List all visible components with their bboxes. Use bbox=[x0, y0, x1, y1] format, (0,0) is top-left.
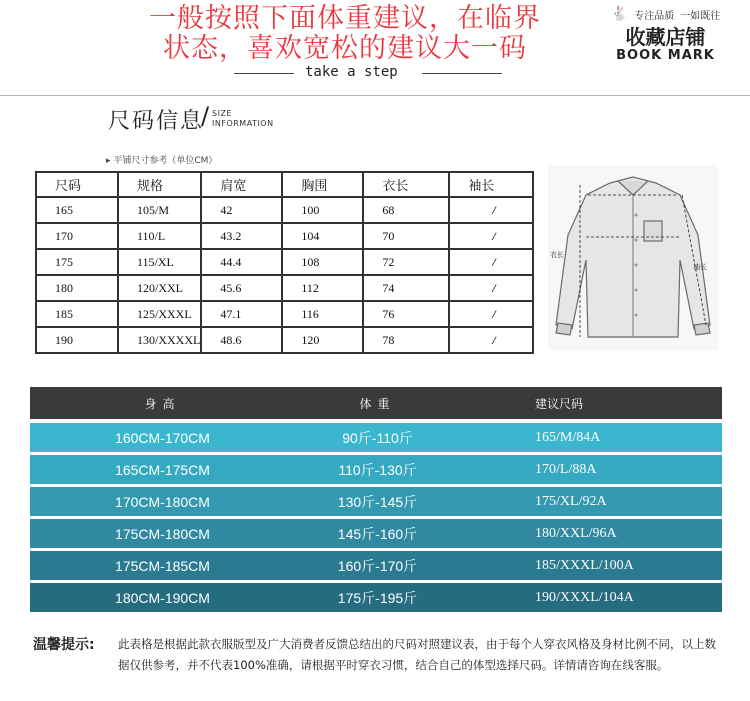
headline-line-2: 状态，喜欢宽松的建议大一码 bbox=[163, 33, 527, 64]
table-cell: 190 bbox=[36, 327, 118, 353]
tips-text: 此表格是根据此款衣服版型及广大消费者反馈总结出的尺码对照建议表，由于每个人穿衣风格及身材比例不同，以上数据仅供参考，并不代表100%准确，请根据平时穿衣习惯，结合自己的体型选择尺码。详情请咨询在线客服。 bbox=[118, 637, 716, 672]
row-weight: 110斤-130斤 bbox=[338, 461, 417, 478]
size-table-header bbox=[36, 172, 533, 197]
table-cell: 165 bbox=[36, 197, 118, 223]
size-info-en-line1: SIZE bbox=[212, 109, 232, 118]
table-row bbox=[36, 327, 533, 353]
row-size: 165/M/84A bbox=[535, 429, 601, 445]
size-info-en-line2: INFORMATION bbox=[212, 119, 274, 128]
table-cell: 130/XXXXL bbox=[118, 327, 201, 353]
table-cell: / bbox=[449, 275, 533, 301]
row-weight: 160斤-170斤 bbox=[337, 557, 418, 574]
table-cell: 120 bbox=[282, 327, 363, 353]
row-size: 170/L/88A bbox=[535, 461, 597, 477]
tips-label: 温馨提示: bbox=[33, 637, 95, 653]
recommendation-row bbox=[30, 583, 722, 612]
brand-block[interactable] bbox=[603, 6, 728, 63]
brand-slogan-left: 专注品质 bbox=[634, 10, 675, 22]
step-divider bbox=[0, 62, 600, 84]
table-row bbox=[36, 197, 533, 223]
table-cell: 104 bbox=[282, 223, 363, 249]
divider-line-left bbox=[234, 73, 294, 74]
size-recommendation-table bbox=[30, 387, 722, 615]
row-height: 180CM-190CM bbox=[115, 589, 210, 606]
table-cell: 76 bbox=[363, 301, 449, 327]
recommendation-row bbox=[30, 487, 722, 516]
size-table bbox=[35, 171, 534, 354]
table-cell: 125/XXXL bbox=[118, 301, 201, 327]
label-length: 衣长 bbox=[550, 251, 564, 259]
table-cell: 44.4 bbox=[201, 249, 282, 275]
table-cell: 78 bbox=[363, 327, 449, 353]
table-cell: 70 bbox=[363, 223, 449, 249]
headline-line-1: 一般按照下面体重建议，在临界 bbox=[149, 3, 541, 34]
table-cell: / bbox=[449, 223, 533, 249]
header-weight: 体重 bbox=[359, 396, 396, 411]
row-height: 170CM-180CM bbox=[115, 493, 210, 510]
row-weight: 130斤-145斤 bbox=[337, 493, 418, 510]
table-cell: / bbox=[449, 327, 533, 353]
row-size: 190/XXXL/104A bbox=[535, 589, 634, 605]
step-text: take a step bbox=[305, 64, 398, 80]
horizontal-rule bbox=[0, 95, 750, 96]
row-size: 185/XXXL/100A bbox=[535, 557, 634, 573]
table-row bbox=[36, 223, 533, 249]
table-cell: 110/L bbox=[118, 223, 201, 249]
table-cell: 68 bbox=[363, 197, 449, 223]
table-cell: 108 bbox=[282, 249, 363, 275]
table-row bbox=[36, 249, 533, 275]
table-cell: 120/XXL bbox=[118, 275, 201, 301]
divider-line-right bbox=[422, 73, 502, 74]
table-cell: 47.1 bbox=[201, 301, 282, 327]
brand-slogan-right: 一如既往 bbox=[680, 10, 721, 22]
row-weight: 90斤-110斤 bbox=[342, 429, 413, 446]
table-cell: / bbox=[449, 249, 533, 275]
row-size: 175/XL/92A bbox=[535, 493, 607, 509]
table-cell: / bbox=[449, 301, 533, 327]
title-slash: / bbox=[201, 102, 210, 130]
header-cell: 规格 bbox=[118, 172, 201, 197]
table-cell: / bbox=[449, 197, 533, 223]
table-cell: 48.6 bbox=[201, 327, 282, 353]
table-row bbox=[36, 301, 533, 327]
shirt-measurement-diagram bbox=[548, 165, 718, 350]
header-height: 身高 bbox=[144, 396, 181, 411]
measurement-note: ▸ 平铺尺寸参考（单位CM） bbox=[106, 156, 218, 166]
recommendation-row bbox=[30, 455, 722, 484]
table-cell: 116 bbox=[282, 301, 363, 327]
header-cell: 衣长 bbox=[363, 172, 449, 197]
table-cell: 74 bbox=[363, 275, 449, 301]
table-cell: 42 bbox=[201, 197, 282, 223]
table-cell: 115/XL bbox=[118, 249, 201, 275]
label-sleeve: 袖长 bbox=[693, 263, 707, 271]
table-cell: 100 bbox=[282, 197, 363, 223]
header-cell: 胸围 bbox=[282, 172, 363, 197]
header-size: 建议尺码 bbox=[535, 396, 584, 411]
row-size: 180/XXL/96A bbox=[535, 525, 617, 541]
table-cell: 185 bbox=[36, 301, 118, 327]
table-cell: 45.6 bbox=[201, 275, 282, 301]
row-height: 160CM-170CM bbox=[115, 429, 210, 446]
table-cell: 170 bbox=[36, 223, 118, 249]
table-cell: 180 bbox=[36, 275, 118, 301]
recommendation-row bbox=[30, 551, 722, 580]
row-height: 165CM-175CM bbox=[115, 461, 210, 478]
recommendation-row bbox=[30, 519, 722, 548]
brand-en: BOOK MARK bbox=[616, 48, 715, 63]
table-cell: 72 bbox=[363, 249, 449, 275]
header-cell: 袖长 bbox=[449, 172, 533, 197]
row-weight: 145斤-160斤 bbox=[337, 525, 418, 542]
row-height: 175CM-180CM bbox=[115, 525, 210, 542]
headline bbox=[110, 4, 580, 64]
recommendation-header bbox=[30, 387, 722, 419]
table-cell: 112 bbox=[282, 275, 363, 301]
table-cell: 175 bbox=[36, 249, 118, 275]
bunny-logo-icon: 🐇 bbox=[610, 6, 629, 22]
brand-slogan bbox=[603, 6, 728, 22]
size-info-en bbox=[212, 109, 274, 129]
row-height: 175CM-185CM bbox=[115, 557, 210, 574]
brand-name: 收藏店铺 bbox=[625, 25, 706, 49]
row-weight: 175斤-195斤 bbox=[337, 589, 418, 606]
header-cell: 肩宽 bbox=[201, 172, 282, 197]
table-cell: 43.2 bbox=[201, 223, 282, 249]
recommendation-row bbox=[30, 423, 722, 452]
size-info-title: 尺码信息 bbox=[108, 109, 205, 134]
table-cell: 105/M bbox=[118, 197, 201, 223]
table-row bbox=[36, 275, 533, 301]
header-cell: 尺码 bbox=[36, 172, 118, 197]
